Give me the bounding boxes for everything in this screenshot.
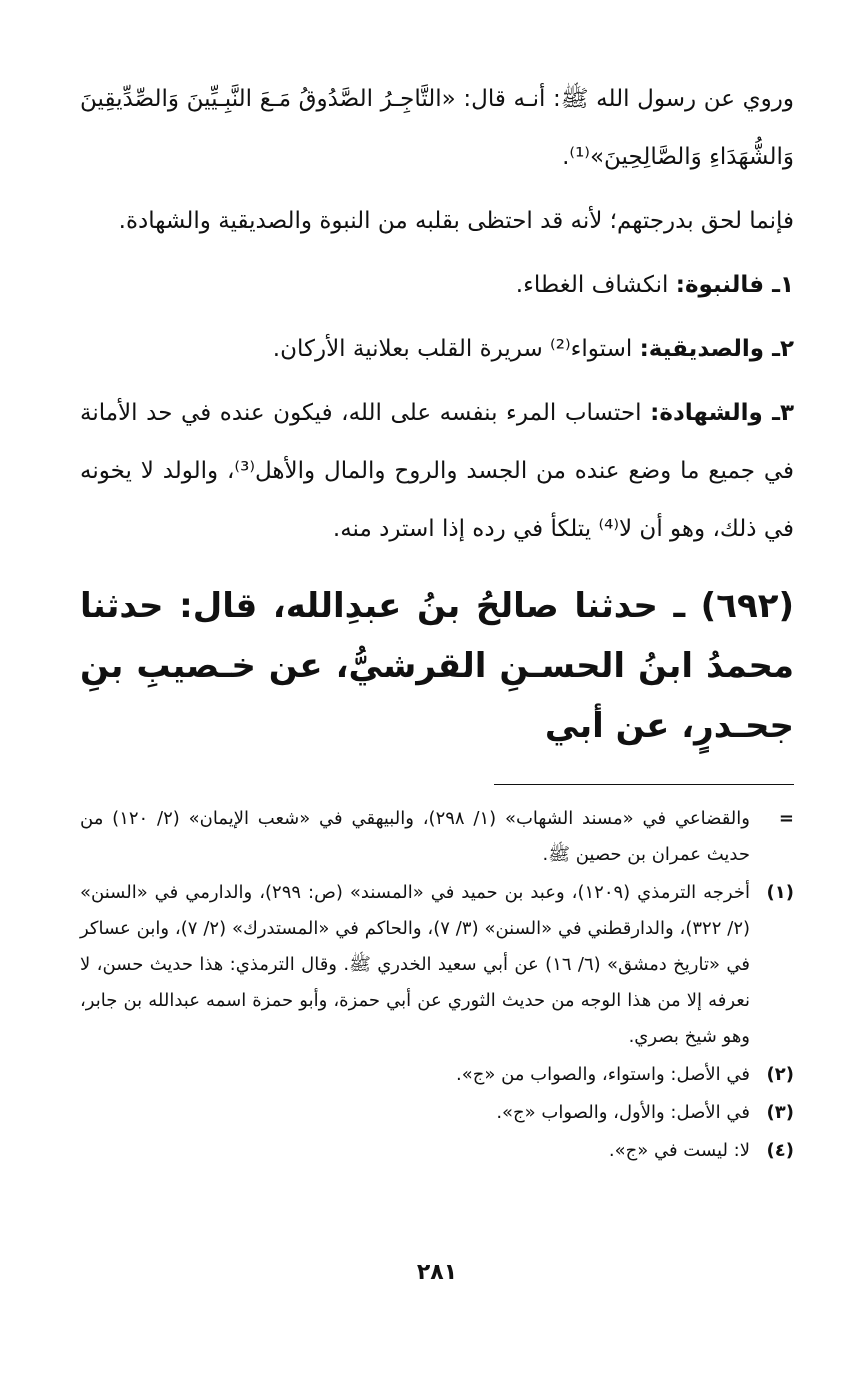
footnote-1	[80, 875, 794, 1055]
footnote-4	[80, 1133, 794, 1169]
footnote-number: (٤)	[766, 1140, 794, 1161]
hadith-chain: (٦٩٢) ـ حدثنا صالحُ بنُ عبدِالله، قال: حدثنا محمدُ ابنُ الحسـنِ القرشيُّ، عن خـصيبِ بنِ جحـدرٍ، عن أبي	[80, 586, 794, 746]
paragraph-explanation: فإنما لحق بدرجتهم؛ لأنه قد احتظى بقلبه من النبوة والصديقية والشهادة.	[118, 208, 794, 234]
footnote-number: (٢)	[766, 1064, 794, 1085]
footnote-continued	[80, 801, 794, 873]
main-text	[80, 70, 794, 558]
footnote-text: في الأصل: والأول، والصواب «ج».	[496, 1102, 750, 1123]
item-text: احتساب المرء بنفسه على الله، فيكون عنده في حد الأمانة في جميع ما وضع عنده من الجسد والروح والمال والأهل⁽³⁾، والولد لا يخونه في ذلك، وهو أن لا⁽⁴⁾ يتلكأ في رده إذا استرد منه.	[80, 400, 795, 542]
item-text: انكشاف الغطاء.	[515, 272, 676, 298]
footnote-text: أخرجه الترمذي (١٢٠٩)، وعبد بن حميد في «المسند» (ص: ٢٩٩)، والدارمي في «السنن» (٢/ ٣٢٢)، والدارقطني في «السنن» (٣/ ٧)، والحاكم في «المستدرك» (٢/ ٧)، وابن عساكر في «تاريخ دمشق» (٦/ ١٦) عن أبي سعيد الخدري ﷺ. وقال الترمذي: هذا حديث حسن، لا نعرفه إلا من هذا الوجه من حديث الثوري عن أبي حمزة، وأبو حمزة اسمه عبدالله بن جابر، وهو شيخ بصري.	[80, 882, 751, 1047]
footnote-text: في الأصل: واستواء، والصواب من «ج».	[456, 1064, 750, 1085]
item-martyrdom	[80, 384, 794, 558]
footnote-number: =	[778, 808, 794, 829]
paragraph-hadith-quote: وروي عن رسول الله ﷺ: أنـه قال: «التَّاجِـرُ الصَّدُوقُ مَـعَ النَّبِـيِّينَ وَالصِّدِّيقِينَ وَالشُّهَدَاءِ وَالصَّالِحِينَ»⁽¹⁾.	[80, 86, 794, 170]
item-label: ٣ـ والشهادة:	[650, 400, 794, 426]
footnote-text: لا: ليست في «ج».	[608, 1140, 750, 1161]
item-truthfulness	[80, 320, 794, 378]
item-prophethood	[80, 256, 794, 314]
footnote-separator-wrap	[80, 756, 794, 801]
item-label: ٢ـ والصديقية:	[639, 336, 794, 362]
book-page	[80, 70, 794, 1370]
footnote-number: (١)	[766, 882, 794, 903]
footnote-3	[80, 1095, 794, 1131]
footnote-separator	[494, 784, 794, 785]
item-label: ١ـ فالنبوة:	[675, 272, 794, 298]
footnotes	[80, 801, 794, 1169]
page-number: ٢٨١	[416, 1260, 458, 1285]
footnote-2	[80, 1057, 794, 1093]
footnote-text: والقضاعي في «مسند الشهاب» (١/ ٢٩٨)، والبيهقي في «شعب الإيمان» (٢/ ١٢٠) من حديث عمران بن حصين ﷺ.	[80, 808, 750, 865]
footnote-number: (٣)	[766, 1102, 794, 1123]
item-text: استواء⁽²⁾ سريرة القلب بعلانية الأركان.	[272, 336, 640, 362]
